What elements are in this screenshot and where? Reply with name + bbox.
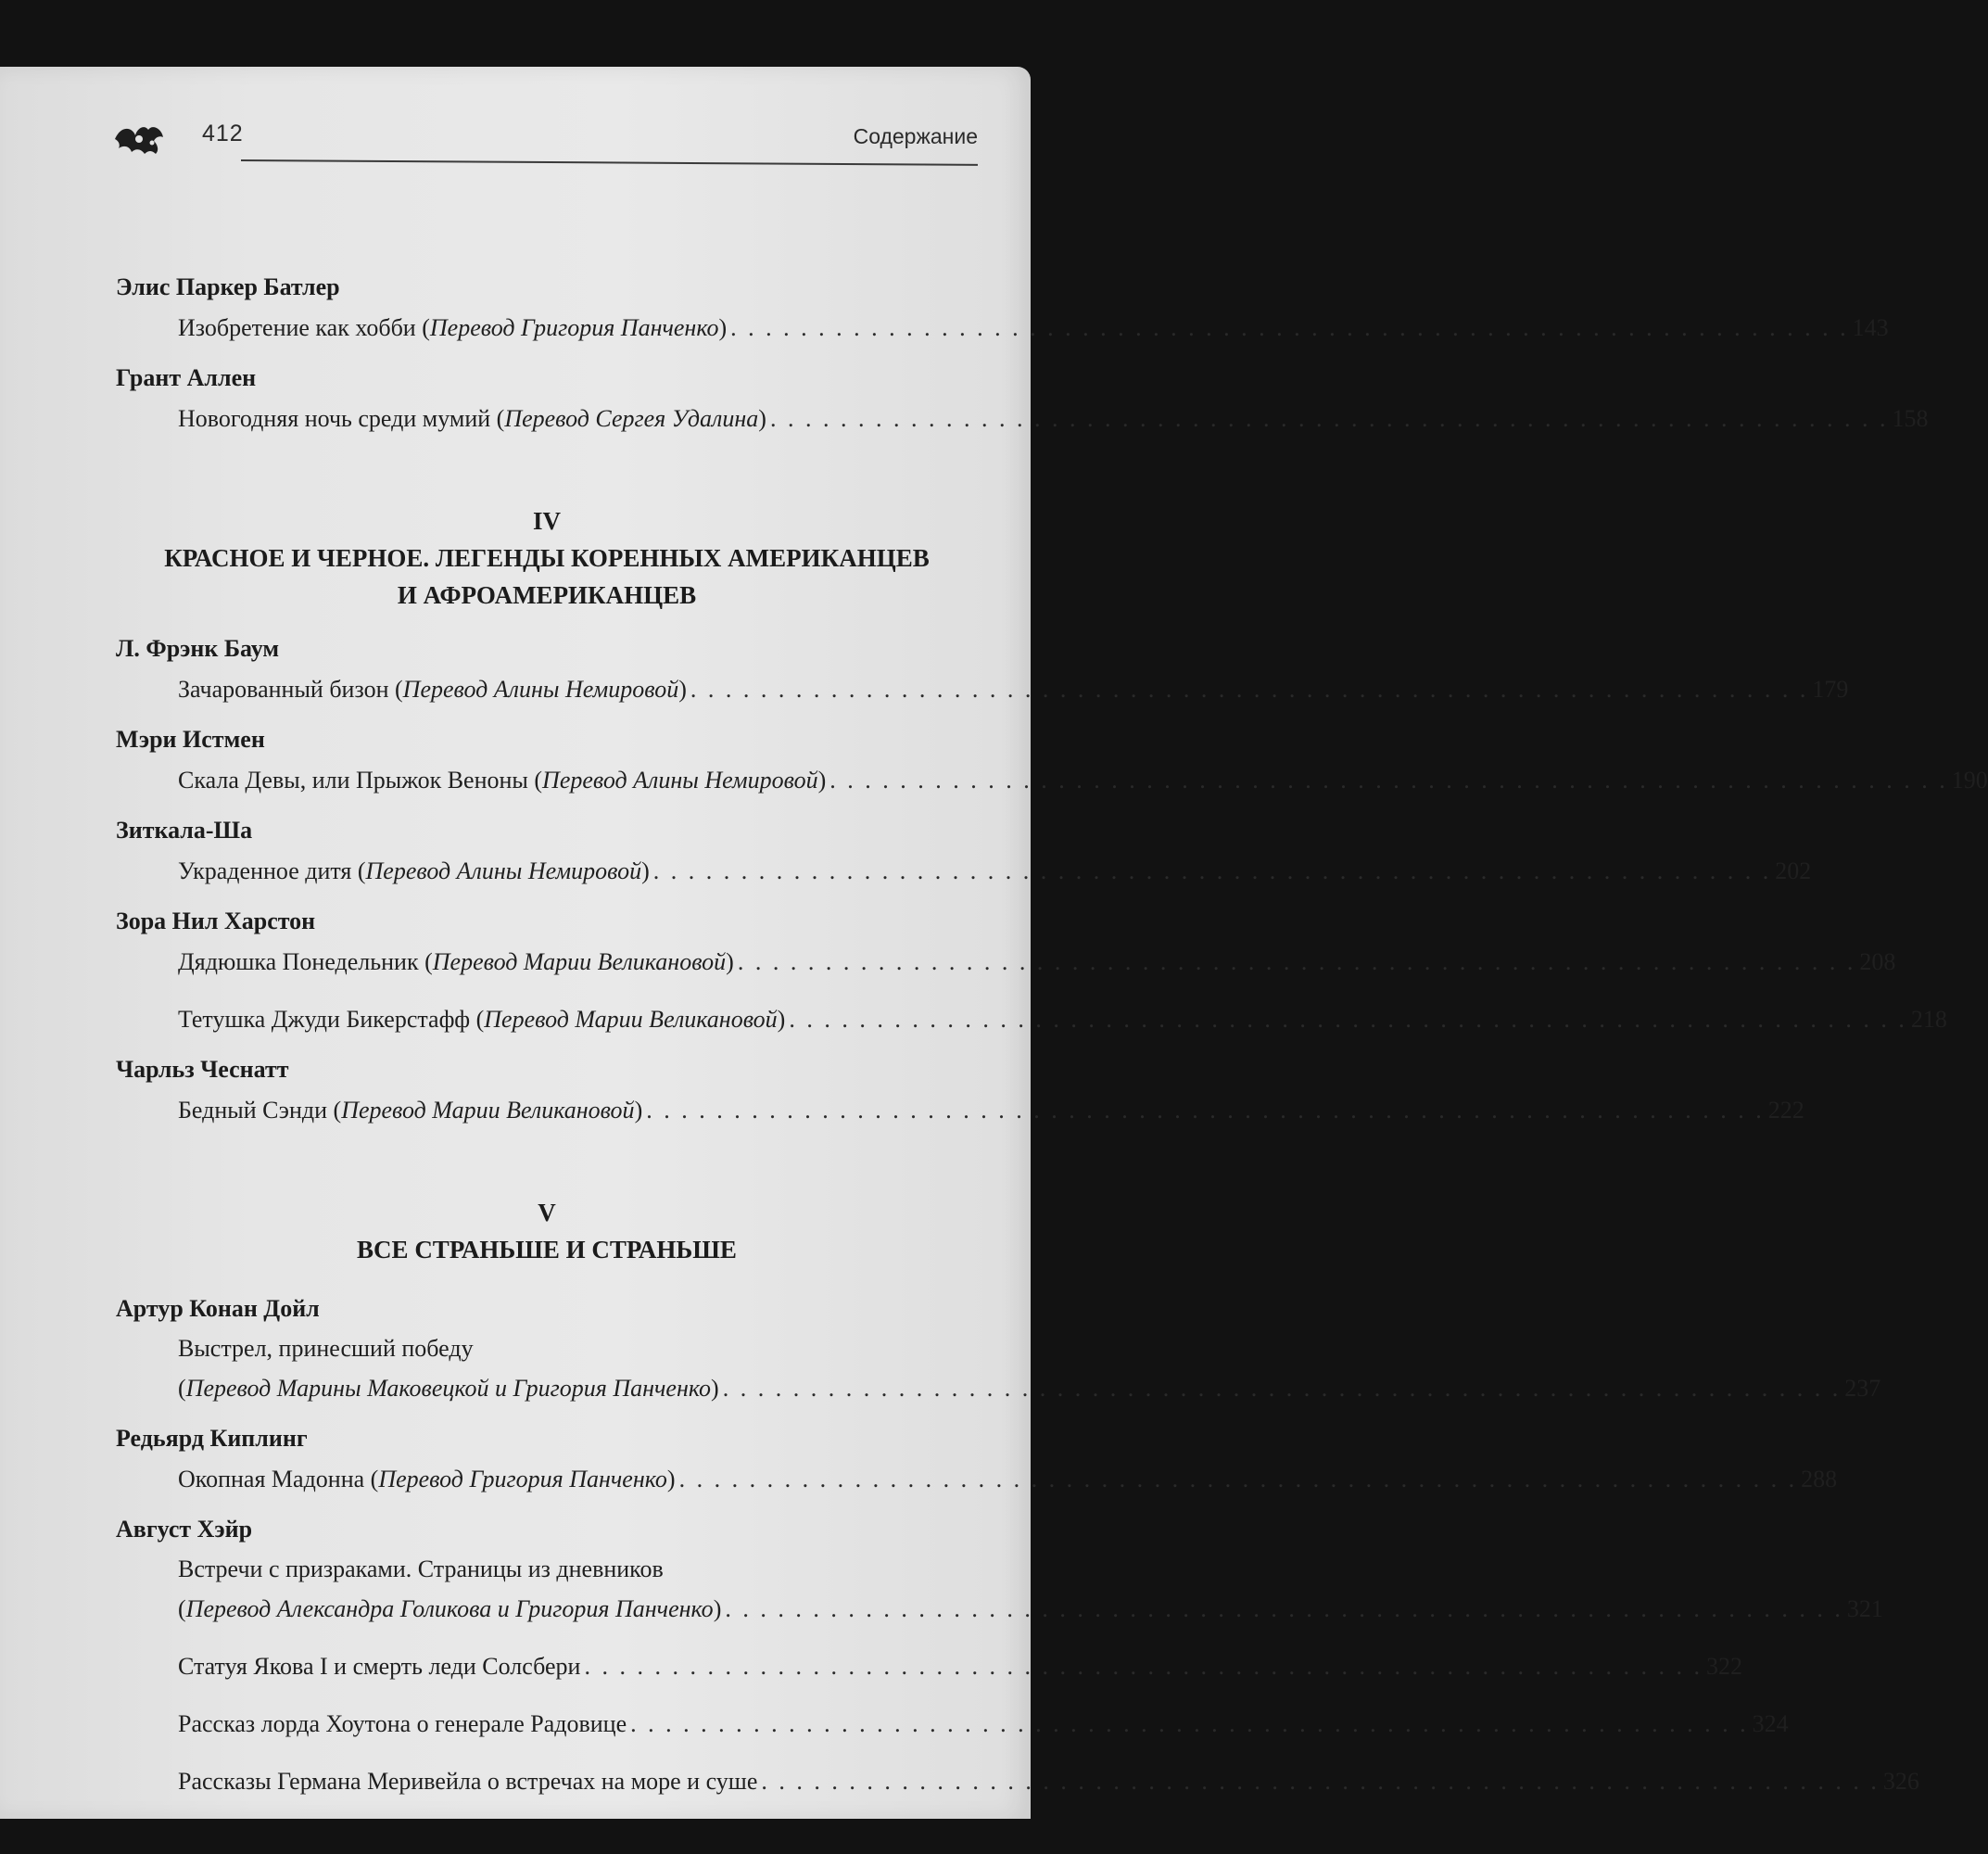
section-title-v: ВСЕ СТРАНЬШЕ И СТРАНЬШЕ <box>357 1236 737 1264</box>
entry-page: 179 <box>1812 676 1849 703</box>
toc-entry-allen: Новогодняя ночь среди мумий (Перевод Сергея Удалина) . . . . . . . . . . . . . . . . . . . . . . . . . . . . . . . . . . . . . . . . . . . . . . . . . . . . . . . . . . . . . . . . 158 <box>178 399 978 439</box>
entry-page: 222 <box>1767 1097 1804 1124</box>
header-rule <box>241 159 978 166</box>
toc-entry-chesnutt: Бедный Сэнди (Перевод Марии Великановой) . . . . . . . . . . . . . . . . . . . . . . . . . . . . . . . . . . . . . . . . . . . . . . . . . . . . . . . . . . . . . . . . 222 <box>178 1090 978 1131</box>
toc-entry-kipling: Окопная Мадонна (Перевод Григория Панченко) . . . . . . . . . . . . . . . . . . . . . . . . . . . . . . . . . . . . . . . . . . . . . . . . . . . . . . . . . . . . . . . . 288 <box>178 1459 978 1500</box>
toc-entry-zitkala: Украденное дитя (Перевод Алины Немировой) . . . . . . . . . . . . . . . . . . . . . . . . . . . . . . . . . . . . . . . . . . . . . . . . . . . . . . . . . . . . . . . . 202 <box>178 851 978 892</box>
entry-page: 158 <box>1892 405 1929 432</box>
leader-dots: . . . . . . . . . . . . . . . . . . . . . . . . . . . . . . . . . . . . . . . . . . . . . . . . . . . . . . . . . . . . . . . . <box>722 1375 1842 1402</box>
leader-dots: . . . . . . . . . . . . . . . . . . . . . . . . . . . . . . . . . . . . . . . . . . . . . . . . . . . . . . . . . . . . . . . . <box>761 1768 1880 1795</box>
author-allen: Грант Аллен <box>116 364 257 391</box>
author-chesnutt: Чарльз Чеснатт <box>116 1056 289 1083</box>
leader-dots: . . . . . . . . . . . . . . . . . . . . . . . . . . . . . . . . . . . . . . . . . . . . . . . . . . . . . . . . . . . . . . . . <box>730 314 1849 341</box>
entry-page: 218 <box>1910 1006 1947 1033</box>
page-header <box>111 119 978 165</box>
author-hare: Август Хэйр <box>116 1516 253 1543</box>
entry-page: 208 <box>1859 948 1896 975</box>
leader-dots: . . . . . . . . . . . . . . . . . . . . . . . . . . . . . . . . . . . . . . . . . . . . . . . . . . . . . . . . . . . . . . . . <box>769 405 1889 432</box>
toc-entry-hare-2: Статуя Якова I и смерть леди Солсбери . . . . . . . . . . . . . . . . . . . . . . . . . . . . . . . . . . . . . . . . . . . . . . . . . . . . . . . . . . . . . . . . 322 <box>178 1646 978 1687</box>
toc-entry-doyle-title: Выстрел, принесший победу <box>178 1335 474 1362</box>
author-doyle: Артур Конан Дойл <box>116 1295 320 1322</box>
toc-entry-baum: Зачарованный бизон (Перевод Алины Немировой) . . . . . . . . . . . . . . . . . . . . . . . . . . . . . . . . . . . . . . . . . . . . . . . . . . . . . . . . . . . . . . . . 179 <box>178 669 978 710</box>
leader-dots: . . . . . . . . . . . . . . . . . . . . . . . . . . . . . . . . . . . . . . . . . . . . . . . . . . . . . . . . . . . . . . . . <box>789 1006 1907 1033</box>
entry-page: 322 <box>1705 1653 1742 1680</box>
toc-entry-butler: Изобретение как хобби (Перевод Григория Панченко) . . . . . . . . . . . . . . . . . . . . . . . . . . . . . . . . . . . . . . . . . . . . . . . . . . . . . . . . . . . . . . . . 143 <box>178 308 978 349</box>
page-number: 412 <box>202 121 244 146</box>
author-butler: Элис Паркер Батлер <box>116 273 340 300</box>
entry-page: 237 <box>1844 1375 1881 1402</box>
author-baum: Л. Фрэнк Баум <box>116 635 280 662</box>
leader-dots: . . . . . . . . . . . . . . . . . . . . . . . . . . . . . . . . . . . . . . . . . . . . . . . . . . . . . . . . . . . . . . . . <box>584 1653 1703 1680</box>
toc-content <box>116 267 1988 1802</box>
author-zitkala: Зиткала-Ша <box>116 817 253 844</box>
toc-entry-hare-1: (Перевод Александра Голикова и Григория Панченко) . . . . . . . . . . . . . . . . . . . . . . . . . . . . . . . . . . . . . . . . . . . . . . . . . . . . . . . . . . . . . . . . 321 <box>178 1589 978 1630</box>
leader-dots: . . . . . . . . . . . . . . . . . . . . . . . . . . . . . . . . . . . . . . . . . . . . . . . . . . . . . . . . . . . . . . . . <box>646 1097 1765 1124</box>
section-number-iv: IV <box>532 507 561 535</box>
fleuron-ornament-icon <box>111 119 167 159</box>
toc-entry-hare-3: Рассказ лорда Хоутона о генерале Радовице . . . . . . . . . . . . . . . . . . . . . . . . . . . . . . . . . . . . . . . . . . . . . . . . . . . . . . . . . . . . . . . . 324 <box>178 1704 978 1745</box>
leader-dots: . . . . . . . . . . . . . . . . . . . . . . . . . . . . . . . . . . . . . . . . . . . . . . . . . . . . . . . . . . . . . . . . <box>690 676 1809 703</box>
section-number-v: V <box>538 1199 556 1226</box>
entry-page: 202 <box>1775 857 1812 884</box>
section-title-iv-line1: КРАСНОЕ И ЧЕРНОЕ. ЛЕГЕНДЫ КОРЕННЫХ АМЕРИКАНЦЕВ <box>164 544 930 572</box>
entry-page: 324 <box>1752 1710 1789 1737</box>
toc-entry-hurston-2: Тетушка Джуди Бикерстафф (Перевод Марии Великановой) . . . . . . . . . . . . . . . . . . . . . . . . . . . . . . . . . . . . . . . . . . . . . . . . . . . . . . . . . . . . . . . . 218 <box>178 999 978 1040</box>
leader-dots: . . . . . . . . . . . . . . . . . . . . . . . . . . . . . . . . . . . . . . . . . . . . . . . . . . . . . . . . . . . . . . . . <box>829 767 1948 794</box>
author-eastman: Мэри Истмен <box>116 726 265 753</box>
entry-page: 190 <box>1951 767 1988 794</box>
leader-dots: . . . . . . . . . . . . . . . . . . . . . . . . . . . . . . . . . . . . . . . . . . . . . . . . . . . . . . . . . . . . . . . . <box>652 857 1772 884</box>
section-title-iv-line2: И АФРОАМЕРИКАНЦЕВ <box>397 581 697 609</box>
entry-page: 326 <box>1882 1768 1919 1795</box>
entry-page: 288 <box>1801 1466 1838 1492</box>
running-title: Содержание <box>853 124 978 148</box>
toc-entry-hurston-1: Дядюшка Понедельник (Перевод Марии Великановой) . . . . . . . . . . . . . . . . . . . . . . . . . . . . . . . . . . . . . . . . . . . . . . . . . . . . . . . . . . . . . . . . 208 <box>178 942 978 983</box>
leader-dots: . . . . . . . . . . . . . . . . . . . . . . . . . . . . . . . . . . . . . . . . . . . . . . . . . . . . . . . . . . . . . . . . <box>737 948 1856 975</box>
author-hurston: Зора Нил Харстон <box>116 908 316 934</box>
leader-dots: . . . . . . . . . . . . . . . . . . . . . . . . . . . . . . . . . . . . . . . . . . . . . . . . . . . . . . . . . . . . . . . . <box>678 1466 1798 1492</box>
toc-entry-doyle: (Перевод Марины Маковецкой и Григория Панченко) . . . . . . . . . . . . . . . . . . . . . . . . . . . . . . . . . . . . . . . . . . . . . . . . . . . . . . . . . . . . . . . . 237 <box>178 1368 978 1409</box>
toc-entry-hare-4: Рассказы Германа Меривейла о встречах на море и суше . . . . . . . . . . . . . . . . . . . . . . . . . . . . . . . . . . . . . . . . . . . . . . . . . . . . . . . . . . . . . . . . 326 <box>178 1761 978 1802</box>
entry-page: 143 <box>1852 314 1889 341</box>
toc-entry-hare-1-title: Встречи с призраками. Страницы из дневников <box>178 1556 664 1582</box>
toc-entry-eastman: Скала Девы, или Прыжок Веноны (Перевод Алины Немировой) . . . . . . . . . . . . . . . . . . . . . . . . . . . . . . . . . . . . . . . . . . . . . . . . . . . . . . . . . . . . . . . . 190 <box>178 760 978 801</box>
author-kipling: Редьярд Киплинг <box>116 1425 308 1452</box>
entry-page: 321 <box>1846 1595 1883 1622</box>
leader-dots: . . . . . . . . . . . . . . . . . . . . . . . . . . . . . . . . . . . . . . . . . . . . . . . . . . . . . . . . . . . . . . . . <box>725 1595 1843 1622</box>
leader-dots: . . . . . . . . . . . . . . . . . . . . . . . . . . . . . . . . . . . . . . . . . . . . . . . . . . . . . . . . . . . . . . . . <box>630 1710 1749 1737</box>
